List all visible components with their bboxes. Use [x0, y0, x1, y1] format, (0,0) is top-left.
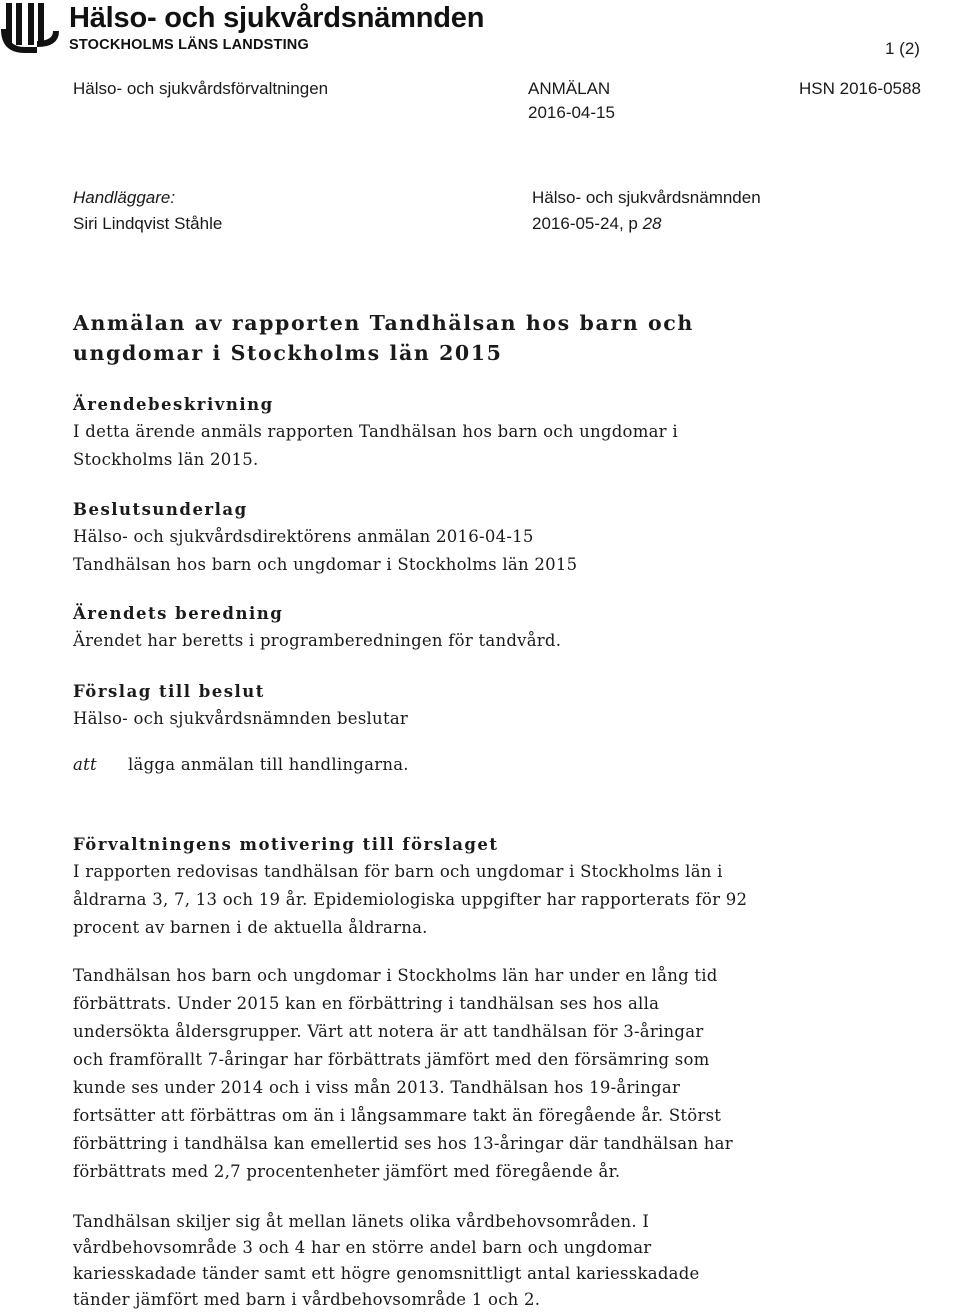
body-line: procent av barnen i de aktuella åldrarna.	[73, 918, 428, 937]
section-description	[73, 391, 813, 474]
body-line: Ärendet har beretts i programberedningen för tandvård.	[73, 631, 562, 650]
section-decision-basis	[73, 496, 813, 579]
body-line: åldrarna 3, 7, 13 och 19 år. Epidemiologiska uppgifter har rapporterats för 92	[73, 890, 748, 909]
handler-label: Handläggare:	[73, 188, 176, 207]
section-body	[73, 523, 813, 579]
body-line: Stockholms län 2015.	[73, 450, 259, 469]
section-heading: Förslag till beslut	[73, 682, 265, 701]
title-line: Anmälan av rapporten Tandhälsan hos barn och	[73, 311, 694, 335]
sll-logo-icon	[1, 1, 61, 55]
decision-text: lägga anmälan till handlingarna.	[128, 755, 409, 774]
body-line: och framförallt 7-åringar har förbättrats jämfört med den försämring som	[73, 1050, 710, 1069]
body-line: Tandhälsan skiljer sig åt mellan länets olika vårdbehovsområden. I	[73, 1212, 650, 1231]
body-line: tänder jämfört med barn i vårdbehovsområde 1 och 2.	[73, 1290, 541, 1309]
title-line: ungdomar i Stockholms län 2015	[73, 341, 503, 365]
body-line: undersökta åldersgrupper. Värt att notera är att tandhälsan för 3-åringar	[73, 1022, 704, 1041]
body-line: förbättrats med 2,7 procentenheter jämfört med föregående år.	[73, 1162, 621, 1181]
case-number: HSN 2016-0588	[799, 79, 921, 98]
meeting-body: Hälso- och sjukvårdsnämnden	[532, 188, 761, 207]
meeting-date	[532, 214, 662, 234]
logo-title: Hälso- och sjukvårdsnämnden	[69, 2, 485, 34]
att-word: att	[73, 755, 97, 774]
body-line: förbättring i tandhälsa kan emellertid ses hos 13-åringar där tandhälsan har	[73, 1134, 733, 1153]
paragraph-1	[73, 858, 813, 942]
body-line: vårdbehovsområde 3 och 4 har en större andel barn och ungdomar	[73, 1238, 652, 1257]
paragraph-3	[73, 1209, 813, 1313]
body-line: Hälso- och sjukvårdsdirektörens anmälan 2016-04-15	[73, 527, 534, 546]
section-body	[73, 418, 813, 474]
document-type: ANMÄLAN	[528, 79, 611, 98]
section-motivation	[73, 831, 813, 942]
section-body	[73, 627, 813, 655]
section-heading: Förvaltningens motivering till förslaget	[73, 835, 499, 854]
meeting-item-number: 28	[642, 214, 662, 233]
organization-logo	[0, 0, 500, 58]
section-heading: Ärendets beredning	[73, 604, 284, 623]
section-motivation-paragraph-3	[73, 1209, 813, 1313]
body-line: kariesskadade tänder samt ett högre genomsnittligt antal kariesskadade	[73, 1264, 700, 1283]
section-preparation	[73, 600, 813, 655]
body-line: Tandhälsan hos barn och ungdomar i Stockholms län 2015	[73, 555, 578, 574]
section-heading: Ärendebeskrivning	[73, 395, 274, 414]
paragraph-2	[73, 962, 813, 1186]
handler-name: Siri Lindqvist Ståhle	[73, 214, 223, 233]
body-line: förbättrats. Under 2015 kan en förbättring i tandhälsan ses hos alla	[73, 994, 660, 1013]
body-line: Tandhälsan hos barn och ungdomar i Stockholms län har under en lång tid	[73, 966, 718, 985]
section-motivation-paragraph-2	[73, 962, 813, 1186]
body-line: Hälso- och sjukvårdsnämnden beslutar	[73, 709, 409, 728]
body-line: kunde ses under 2014 och i viss mån 2013. Tandhälsan hos 19-åringar	[73, 1078, 681, 1097]
meeting-date-text: 2016-05-24, p	[532, 214, 643, 233]
section-proposal	[73, 678, 813, 733]
body-line: fortsätter att förbättras om än i långsammare takt än föregående år. Störst	[73, 1106, 722, 1125]
document-title	[73, 308, 793, 368]
document-date: 2016-04-15	[528, 103, 615, 122]
section-body	[73, 705, 813, 733]
page-number: 1 (2)	[885, 39, 920, 58]
logo-subtitle: STOCKHOLMS LÄNS LANDSTING	[69, 37, 309, 53]
body-line: I rapporten redovisas tandhälsan för barn och ungdomar i Stockholms län i	[73, 862, 723, 881]
section-heading: Beslutsunderlag	[73, 500, 248, 519]
department-name: Hälso- och sjukvårdsförvaltningen	[73, 79, 329, 98]
body-line: I detta ärende anmäls rapporten Tandhälsan hos barn och ungdomar i	[73, 422, 678, 441]
